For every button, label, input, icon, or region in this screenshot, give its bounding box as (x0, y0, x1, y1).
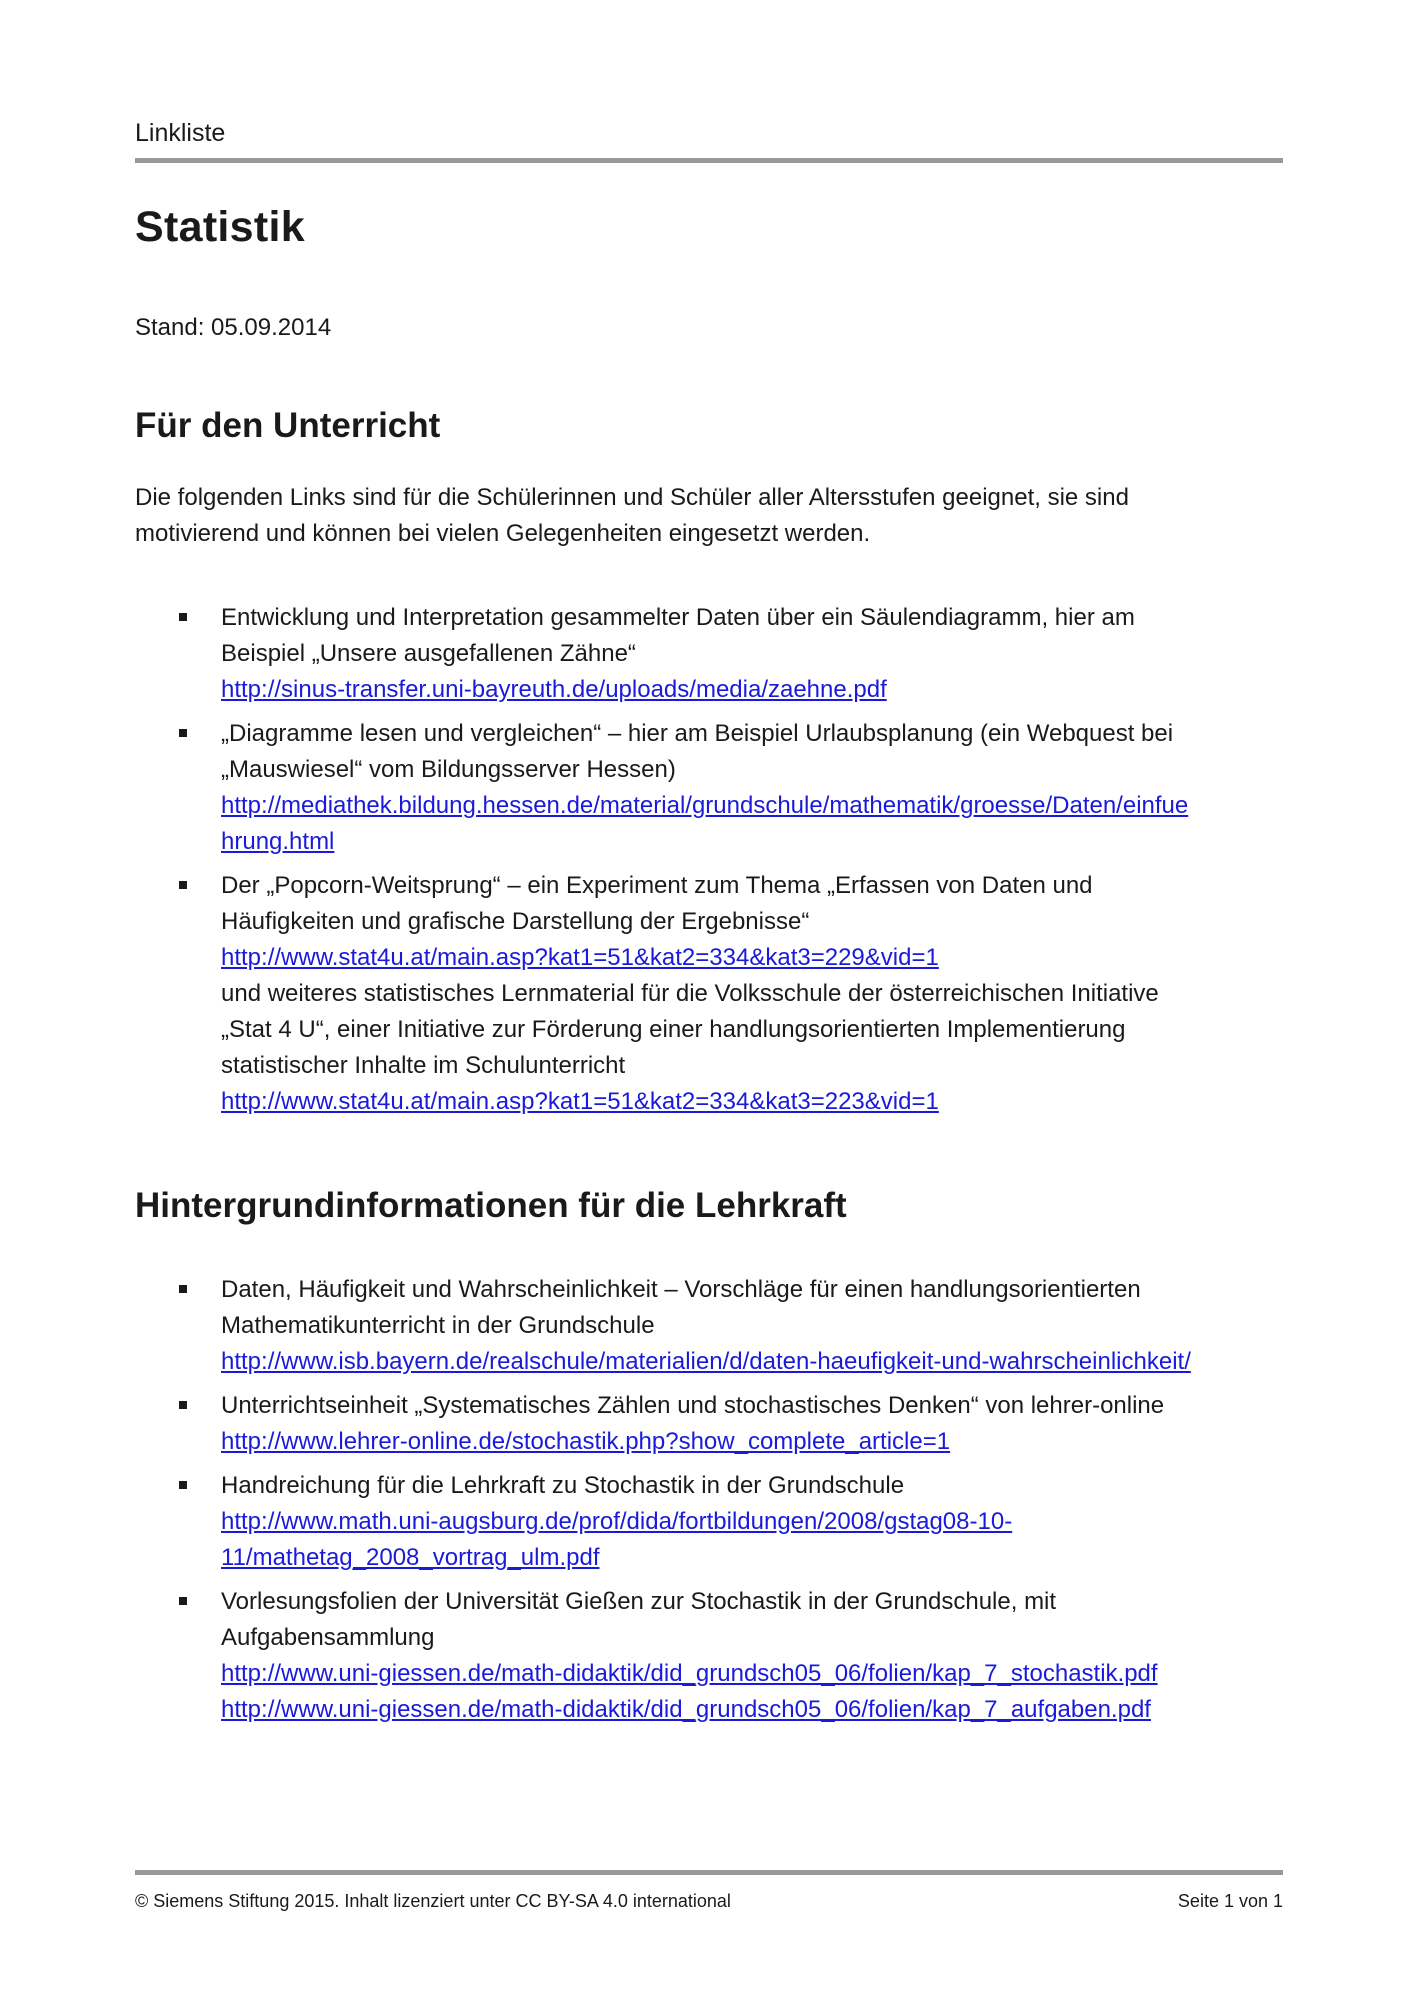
item-text: „Stat 4 U“, einer Initiative zur Förderung einer handlungsorientierten Implementierung (221, 1016, 1126, 1043)
bullet-icon (179, 881, 187, 889)
link-list-unterricht (135, 600, 1283, 1120)
item-text: Häufigkeiten und grafische Darstellung der Ergebnisse“ (221, 908, 810, 935)
section-intro (135, 480, 1283, 552)
item-text: Der „Popcorn-Weitsprung“ – ein Experiment zum Thema „Erfassen von Daten und (221, 872, 1093, 899)
page-title: Statistik (135, 203, 305, 251)
list-item (135, 1584, 1283, 1728)
item-text: statistischer Inhalte im Schulunterricht (221, 1052, 626, 1079)
link[interactable]: http://www.math.uni-augsburg.de/prof/dida/fortbildungen/2008/gstag08-10- (221, 1508, 1013, 1535)
item-text: Mathematikunterricht in der Grundschule (221, 1312, 655, 1339)
link[interactable]: http://www.stat4u.at/main.asp?kat1=51&kat2=334&kat3=223&vid=1 (221, 1088, 939, 1115)
copyright-text: © Siemens Stiftung 2015. Inhalt lizenziert unter CC BY-SA 4.0 international (135, 1891, 731, 1911)
link[interactable]: http://sinus-transfer.uni-bayreuth.de/uploads/media/zaehne.pdf (221, 676, 887, 703)
section-heading-lehrkraft: Hintergrundinformationen für die Lehrkraft (135, 1186, 847, 1225)
link[interactable]: http://www.uni-giessen.de/math-didaktik/did_grundsch05_06/folien/kap_7_aufgaben.pdf (221, 1696, 1151, 1723)
header-label: Linkliste (135, 119, 226, 147)
bullet-icon (179, 613, 187, 621)
bullet-icon (179, 729, 187, 737)
intro-line: Die folgenden Links sind für die Schülerinnen und Schüler aller Altersstufen geeignet, sie sind (135, 484, 1129, 511)
header-rule (135, 158, 1283, 163)
document-content (135, 200, 1283, 1736)
link-list-lehrkraft (135, 1272, 1283, 1728)
item-text: „Diagramme lesen und vergleichen“ – hier am Beispiel Urlaubsplanung (ein Webquest bei (221, 720, 1174, 747)
list-item (135, 716, 1283, 860)
item-text: Beispiel „Unsere ausgefallenen Zähne“ (221, 640, 636, 667)
list-item (135, 1468, 1283, 1576)
page-number: Seite 1 von 1 (1177, 1891, 1283, 1911)
list-item (135, 868, 1283, 1120)
intro-line: motivierend und können bei vielen Gelegenheiten eingesetzt werden. (135, 520, 871, 547)
bullet-icon (179, 1285, 187, 1293)
page-footer (135, 1870, 1283, 1913)
bullet-icon (179, 1481, 187, 1489)
stand-date: Stand: 05.09.2014 (135, 314, 332, 341)
footer-rule (135, 1870, 1283, 1875)
list-item (135, 1272, 1283, 1380)
link[interactable]: http://www.stat4u.at/main.asp?kat1=51&kat2=334&kat3=229&vid=1 (221, 944, 939, 971)
link[interactable]: http://mediathek.bildung.hessen.de/material/grundschule/mathematik/groesse/Daten/einfue (221, 792, 1189, 819)
page-header (135, 116, 1283, 163)
item-text: Handreichung für die Lehrkraft zu Stochastik in der Grundschule (221, 1472, 905, 1499)
link-continuation[interactable]: 11/mathetag_2008_vortrag_ulm.pdf (221, 1544, 600, 1571)
item-text: Unterrichtseinheit „Systematisches Zählen und stochastisches Denken“ von lehrer-online (221, 1392, 1165, 1419)
link[interactable]: http://www.isb.bayern.de/realschule/materialien/d/daten-haeufigkeit-und-wahrscheinlichkeit/ (221, 1348, 1191, 1375)
link-continuation[interactable]: hrung.html (221, 828, 335, 855)
item-text: und weiteres statistisches Lernmaterial für die Volksschule der österreichischen Initiative (221, 980, 1159, 1007)
item-text: Vorlesungsfolien der Universität Gießen zur Stochastik in der Grundschule, mit (221, 1588, 1057, 1615)
footer-row (135, 1889, 1283, 1913)
bullet-icon (179, 1401, 187, 1409)
list-item (135, 600, 1283, 708)
item-text: Entwicklung und Interpretation gesammelter Daten über ein Säulendiagramm, hier am (221, 604, 1135, 631)
bullet-icon (179, 1597, 187, 1605)
link[interactable]: http://www.uni-giessen.de/math-didaktik/did_grundsch05_06/folien/kap_7_stochastik.pdf (221, 1660, 1158, 1687)
link[interactable]: http://www.lehrer-online.de/stochastik.php?show_complete_article=1 (221, 1428, 951, 1455)
list-item (135, 1388, 1283, 1460)
item-text: „Mauswiesel“ vom Bildungsserver Hessen) (221, 756, 676, 783)
item-text: Aufgabensammlung (221, 1624, 435, 1651)
item-text: Daten, Häufigkeit und Wahrscheinlichkeit – Vorschläge für einen handlungsorientierten (221, 1276, 1141, 1303)
section-heading-unterricht: Für den Unterricht (135, 406, 441, 445)
